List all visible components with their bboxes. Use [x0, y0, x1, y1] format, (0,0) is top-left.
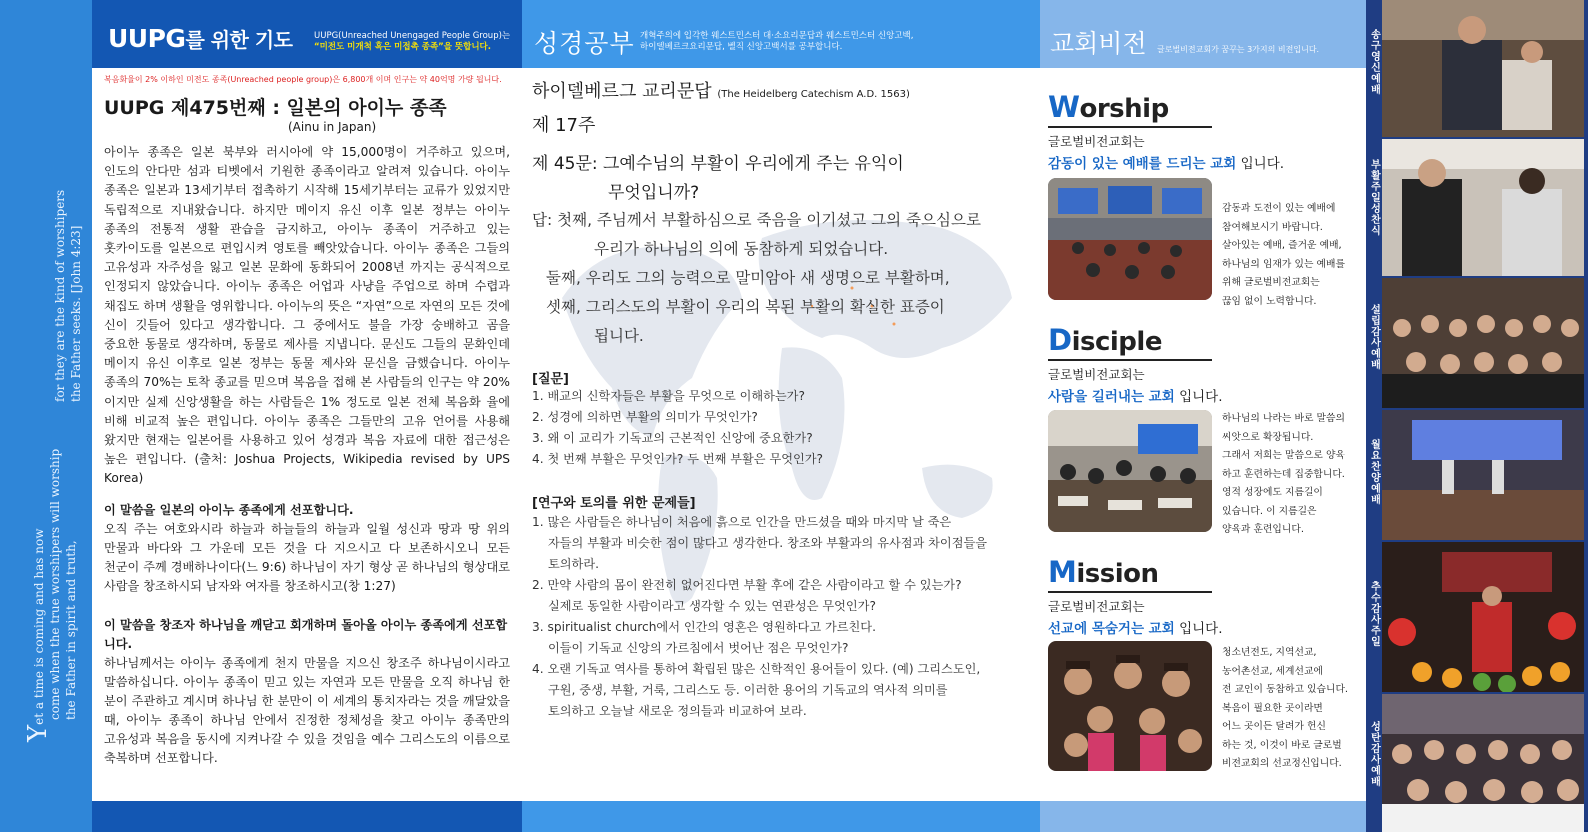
uupg-section2-heading: 이 말씀을 창조자 하나님을 깨닫고 회개하며 돌아올 아이누 종족에게 선포합니다.	[104, 618, 508, 651]
vision-line2	[1048, 152, 1360, 172]
catechism-title	[532, 77, 910, 103]
question-item: 3. 왜 이 교리가 기독교의 근본적인 신앙에 중요한가?	[532, 431, 813, 445]
vision-desc-line: 있습니다. 이 지름길은	[1222, 505, 1317, 517]
vision-desc-line: 참여해보시기 바랍니다.	[1222, 221, 1323, 233]
catechism-name: 하이델베르그 교리문답	[532, 81, 712, 102]
vision-title-cap: M	[1048, 555, 1077, 589]
vision-highlight: 선교에 목숨거는 교회	[1048, 621, 1175, 637]
vision-description	[1222, 410, 1362, 540]
photo-thanksgiving-sunday	[1382, 542, 1584, 692]
bible-study-panel	[522, 68, 1040, 801]
vision-desc-line: 전 교인이 동참하고 있습니다.	[1222, 684, 1349, 695]
verse-initial: Y	[23, 724, 53, 742]
vision-disciple	[1048, 323, 1360, 538]
vision-header	[1040, 0, 1366, 68]
verse-line: the Father seeks. [John 4:23]	[69, 225, 83, 402]
questions-list	[532, 386, 823, 470]
vision-desc-line: 씨앗으로 확장됩니다.	[1222, 431, 1314, 443]
discussion-heading: [연구와 토의를 위한 문제들]	[532, 496, 696, 511]
vision-title-cap: W	[1048, 90, 1080, 124]
question-line: 무엇입니까?	[608, 183, 700, 203]
verse-text-1	[52, 190, 84, 402]
answer-line: 둘째, 우리도 그의 능력으로 말미암아 새 생명으로 부활하며,	[546, 269, 950, 287]
vision-desc-line: 하고 훈련하는데 집중합니다.	[1222, 468, 1345, 480]
verse-line: et a time is coming and has now	[32, 528, 46, 725]
disciple-photo	[1048, 410, 1212, 532]
vision-desc-line: 하나님의 임재가 있는 예배를	[1222, 258, 1345, 270]
uupg-section1-body: 오직 주는 여호와시라 하늘과 하늘들의 하늘과 일월 성신과 땅과 땅 위의 만물과 바다와 그 가운데 모든 것을 다 지으시고 다 보존하시오니 모든 천군이 주께 경배하나이다(느 9:6) 하나님이 자기 형상 곧 하나님의 형상대로 사람을 창조하시되 남자와 여자를 창조하시고(창 1:27)	[104, 522, 510, 593]
vision-line1: 글로벌비전교회는	[1048, 134, 1145, 149]
vision-desc-line: 양육과 훈련입니다.	[1222, 524, 1304, 535]
uupg-note: 복음화율이 2% 이하인 미전도 종족(Unreached people group)은 6,800개 이며 인구는 약 40억명 가량 됩니다.	[104, 75, 502, 84]
discussion-item-cont: 이들이 기독교 신앙의 가르침에서 벗어난 점은 무엇인가?	[548, 641, 849, 655]
discussion-item-cont: 구원, 중생, 부활, 거룩, 그리스도 등. 이러한 용어의 기독교의 역사적 의미를	[548, 683, 948, 697]
bible-header-sub-line: 개혁주의에 입각한 웨스트민스터 대·소요리문답과 웨스트민스터 신앙고백,	[640, 31, 914, 41]
uupg-title-rest: 를 위한 기도	[185, 28, 293, 52]
vision-line1: 글로벌비전교회는	[1048, 367, 1145, 382]
photo-easter-communion	[1382, 139, 1584, 276]
vision-desc-line: 끊임 없이 노력합니다.	[1222, 295, 1317, 307]
vision-title-cap: D	[1048, 323, 1072, 357]
bible-footer-bar	[522, 801, 1040, 832]
vision-desc-line: 어느 곳이든 달려가 헌신	[1222, 721, 1326, 732]
verse-line: come when the true worshipers will worship	[48, 448, 62, 720]
left-verse-strip	[0, 0, 92, 832]
vision-highlight: 사람을 길러내는 교회	[1048, 389, 1175, 405]
uupg-header	[92, 0, 522, 68]
discussion-item-cont: 토의하고 오늘날 새로운 정의들과 비교하여 보라.	[548, 704, 807, 718]
photo-label: 부활주일 성찬식	[1371, 160, 1381, 237]
vision-desc-line: 농어촌선교, 세계선교에	[1222, 665, 1323, 677]
uupg-header-sub-line: UUPG(Unreached Unengaged People Group)는	[314, 31, 511, 41]
catechism-answer	[532, 206, 981, 351]
discussion-list	[532, 512, 987, 722]
vision-desc-line: 감동과 도전이 있는 예배에	[1222, 203, 1336, 214]
vision-description	[1222, 644, 1362, 774]
vision-line2	[1048, 617, 1360, 637]
vision-title	[1048, 555, 1360, 589]
week-label: 제 17주	[532, 115, 596, 136]
vision-worship	[1048, 90, 1360, 305]
discussion-item: 4. 오랜 기독교 역사를 통하여 확립된 많은 신학적인 용어들이 있다. (예) 그리스도인,	[532, 662, 981, 676]
vision-header-title: 교회비전	[1050, 29, 1147, 58]
vision-desc-line: 영적 성장에도 지름길이	[1222, 487, 1323, 498]
photo-label: 추수감사주일	[1371, 582, 1381, 648]
vision-desc-line: 복음이 필요한 곳이라면	[1222, 702, 1323, 714]
photo-new-year-service	[1382, 0, 1584, 137]
answer-line: 됩니다.	[594, 327, 644, 345]
vision-desc-line: 청소년전도, 지역선교,	[1222, 647, 1317, 658]
uupg-body: 아이누 종족은 일본 북부와 러시아에 약 15,000명이 거주하고 있으며, 인도의 안다만 섬과 티벳에서 기원한 종족이라고 알려져 있습니다. 아이누 종족은 일본과 13세기부터 접촉하기 시작해 15세기부터는 교류가 있었지만 독립적으로 지내왔습니다. 하지만 메이지 유신 이후 일본 정부는 아이누 종족의 전통적 생활 관습을 금지하고, 아이누 종족이 거주하고 있는 홋카이도를 일본으로 편입시켜 영토를 빼앗았습니다. 아이누 종족은 그들의 고유성과 자주성을 잃고 일본 문화에 동화되어 2008년 까지는 공식적으로 인정되지 않았습니다. 아이누 종족은 어업과 사냥을 주업으로 하며 수렵과 채집도 하며 생활을 영위합니다. 아이누의 뜻은 “자연”으로 자연의 모든 것에 신이 깃들어 있다고 생각합니다. 그 중에서도 불을 가장 숭배하고 곰을 중요한 동물로 생각하며, 동물로 제사를 지냅니다. 문신도 그들의 문화인데 메이지 유신 이후로 일본 정부는 동물 제사와 문신을 금했습니다. 아이누 종족의 70%는 토착 종교를 믿으며 복음을 접해 본 사람들의 인구는 약 20%이지만 실제 신앙생활을 하는 사람들은 1% 정도로 일본 전체 복음화 율에 비해 비교적 높은 편입니다. 아이누 종족은 그들만의 고유 언어를 사용해 왔지만 현재는 일본어를 사용하고 있어 성경과 복음 자료에 대한 접근성은 높은 편입니다. (출처: Joshua Projects, Wikipedia revised by UPS Korea)	[104, 145, 510, 486]
vision-description	[1222, 200, 1362, 311]
verse-line: for they are the kind of worshipers	[53, 189, 67, 402]
photo-label: 월요찬양예배	[1371, 440, 1381, 506]
vision-line1: 글로벌비전교회는	[1048, 599, 1145, 614]
photo-monday-praise	[1382, 410, 1584, 540]
answer-line: 답: 첫째, 주님께서 부활하심으로 죽음을 이기셨고 그의 죽으심으로	[532, 211, 981, 229]
question-item: 1. 배교의 신학자들은 부활을 무엇으로 이해하는가?	[532, 389, 805, 403]
vision-desc-line: 살아있는 예배, 즐거운 예배,	[1222, 240, 1342, 251]
uupg-footer-bar	[92, 801, 522, 832]
vision-line2-rest: 입니다.	[1236, 156, 1285, 172]
verse-line: the Father in spirit and truth,	[64, 540, 78, 720]
bible-header-sub	[640, 31, 913, 53]
photo-label: 성탄감사예배	[1371, 722, 1381, 788]
vision-divider	[1048, 359, 1212, 361]
answer-line: 셋째, 그리스도의 부활이 우리의 복된 부활의 확실한 표증이	[546, 298, 945, 316]
vision-line2-rest: 입니다.	[1174, 621, 1223, 637]
vision-title	[1048, 90, 1360, 124]
catechism-question	[532, 150, 904, 208]
vision-title-word: ission	[1076, 559, 1159, 589]
catechism-name-en: (The Heidelberg Catechism A.D. 1563)	[717, 89, 910, 100]
bible-header-sub-line: 하이델베르크요리문답, 벨직 신앙고백서를 공부합니다.	[640, 42, 843, 52]
vision-desc-line: 위해 글로벌비전교회는	[1222, 277, 1320, 288]
vision-desc-line: 그래서 저희는 말씀으로 양육	[1222, 450, 1345, 461]
question-item: 4. 첫 번째 부활은 무엇인가? 두 번째 부활은 무엇인가?	[532, 452, 824, 466]
photo-christmas-service	[1382, 694, 1584, 832]
discussion-item-cont: 토의하라.	[548, 557, 599, 571]
discussion-item: 2. 만약 사람의 몸이 완전히 없어진다면 부활 후에 같은 사람이라고 할 수 있는가?	[532, 578, 962, 592]
uupg-subtitle: (Ainu in Japan)	[288, 120, 377, 134]
vision-mission	[1048, 555, 1360, 795]
vision-divider	[1048, 126, 1212, 128]
mission-photo	[1048, 641, 1212, 771]
bible-header-title: 성경공부	[534, 29, 635, 58]
question-line: 제 45문: 그예수님의 부활이 우리에게 주는 유익이	[532, 154, 904, 174]
uupg-header-title	[108, 24, 292, 53]
bible-header	[522, 0, 1040, 68]
photo-label: 송구영신예배	[1371, 30, 1381, 96]
photo-label: 설립감사예배	[1371, 305, 1381, 371]
vision-desc-line: 하는 것, 이것이 바로 글로벌	[1222, 739, 1342, 751]
photo-strip	[1366, 0, 1588, 832]
worship-photo	[1048, 178, 1212, 300]
vision-line2	[1048, 385, 1360, 405]
uupg-title-main: UUPG	[108, 24, 186, 53]
vision-title-word: isciple	[1071, 327, 1162, 357]
vision-title	[1048, 323, 1360, 357]
vision-panel	[1040, 68, 1366, 801]
vision-desc-line: 비전교회의 선교정신입니다.	[1222, 758, 1342, 769]
uupg-panel	[92, 68, 522, 801]
vision-footer-bar	[1040, 801, 1366, 832]
answer-line: 우리가 하나님의 의에 동참하게 되었습니다.	[594, 240, 889, 258]
discussion-item: 1. 많은 사람들은 하나님이 처음에 흙으로 인간을 만드셨을 때와 마지막 날 죽은	[532, 515, 952, 529]
verse-text-2	[23, 448, 79, 742]
discussion-item-cont: 자들의 부활과 비슷한 점이 많다고 생각한다. 창조와 부활과의 유사점과 차이점들을	[548, 536, 988, 550]
discussion-item-cont: 실제로 동일한 사람이라고 생각할 수 있는 연관성은 무엇인가?	[548, 599, 876, 613]
vision-divider	[1048, 591, 1212, 593]
vision-title-word: orship	[1079, 94, 1169, 124]
uupg-header-sub-highlight: “미전도 미개척 혹은 미접촉 종족”을 뜻합니다.	[314, 42, 491, 52]
discussion-item: 3. spiritualist church에서 인간의 영혼은 영원하다고 가르친다.	[532, 620, 876, 634]
uupg-section1-heading: 이 말씀을 일본의 아이누 종족에게 선포합니다.	[104, 503, 354, 517]
photo-founding-anniversary	[1382, 278, 1584, 408]
questions-heading: [질문]	[532, 372, 569, 387]
uupg-section2-body: 하나님께서는 아이누 종족에게 천지 만물을 지으신 창조주 하나님이시라고 말씀하십니다. 아이누 종족이 믿고 있는 자연과 모든 만물을 오직 하나님 한 분이 주관하고 계시며 하나님 한 분만이 이 세계의 통치자라는 것을 깨달았을 때, 아이누 종족이 하나님 안에서 진정한 정체성을 찾고 아이누 종족만의 고유성과 복음을 동시에 지켜나갈 수 있을 것임을 예수 그리스도의 이름으로 축복하며 선포합니다.	[104, 656, 510, 765]
vision-header-sub: 글로벌비전교회가 꿈꾸는 3가지의 비전입니다.	[1157, 45, 1320, 54]
uupg-header-sub	[314, 31, 510, 53]
vision-line2-rest: 입니다.	[1174, 389, 1223, 405]
vision-highlight: 감동이 있는 예배를 드리는 교회	[1048, 156, 1237, 172]
vision-desc-line: 하나님의 나라는 바로 말씀의	[1222, 413, 1345, 424]
uupg-title: UUPG 제475번째 : 일본의 아이누 종족	[104, 97, 447, 119]
question-item: 2. 성경에 의하면 부활의 의미가 무엇인가?	[532, 410, 758, 424]
